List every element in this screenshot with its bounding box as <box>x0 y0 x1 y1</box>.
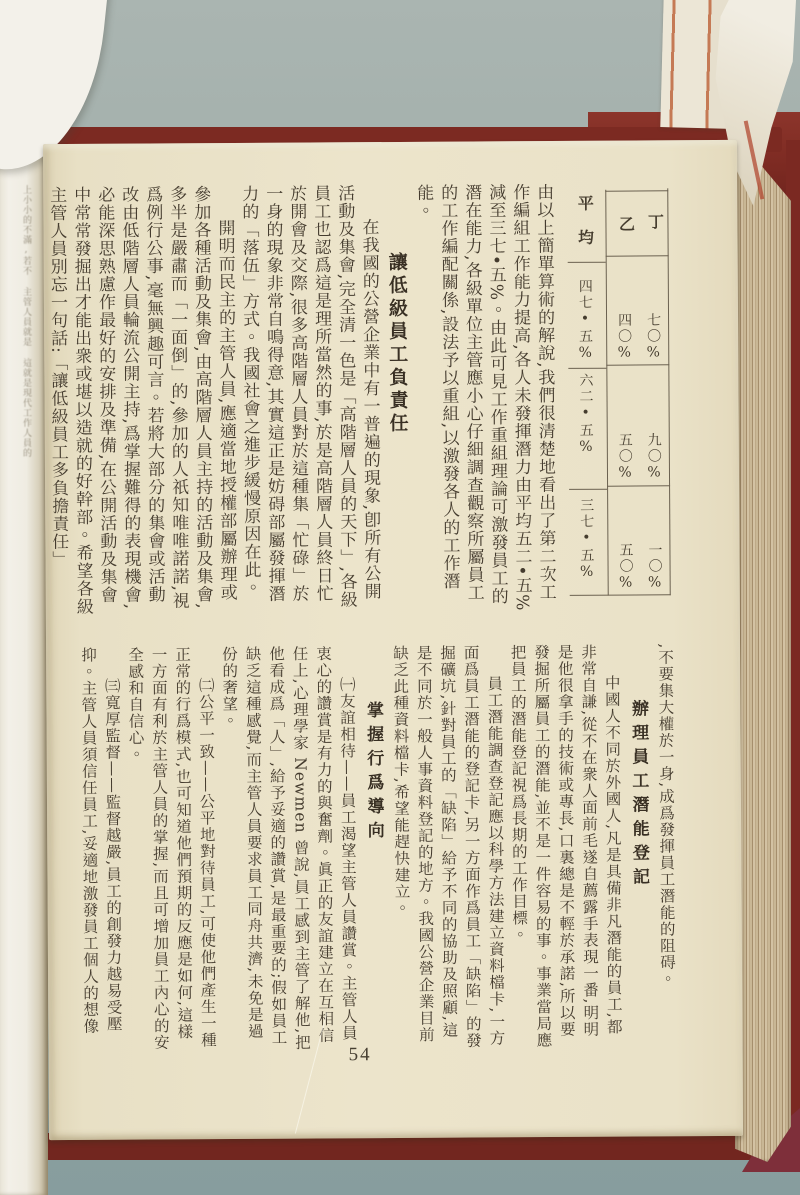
paragraph: 員工潛能調查登記應以科學方法建立資料檔卡,一方面爲員工潛能的登記卡,另一方面作爲員工「缺陷」的發掘礦坑,針對員工的「缺陷」給予不同的協助及照顧,這是不同於一般人事資料登記的地方。我國公營企業目前缺乏此種資料檔卡,希望能趕快建立。 <box>391 644 506 1050</box>
page-number: 54 <box>348 1044 372 1066</box>
table-cell-yi-2: 五〇% <box>616 432 634 483</box>
section-heading-let-junior-staff-take-responsibility: 讓低級員工負責任 <box>385 251 409 437</box>
paragraph: 在我國的公營企業中有一普遍的現象,卽所有公開活動及集會,完全清一色是「高階層人員的天下」,各級員工也認爲這是理所當然的事,於是高階層人員終日忙於開會及交際,很多高階層人員對於這種集「忙碌」於一身的現象非常自鳴得意,其實這正是妨碍部屬發揮潛力的「落伍」方式。我國社會之進步緩慢原因在此。 <box>238 184 381 609</box>
table-rule-row1-right <box>606 364 669 365</box>
table-cell-yi-1: 四〇% <box>616 312 633 363</box>
table-rule-vertical-2 <box>667 188 670 595</box>
section-heading-employee-potential-registration: 辦理員工潛能登記 <box>627 699 650 892</box>
table-rule-row2-right <box>607 485 670 486</box>
page-stack-fore-edge <box>735 146 791 1162</box>
table-cell-yi-3: 五〇% <box>617 542 634 593</box>
paragraph: 中國人不同於外國人,凡是具備非凡潛能的員工,都非常自謙,從不在衆人面前毛遂自薦露手表現一番,明明是他很拿手的技術或專長,口裏總是不輕於承諾,所以要發掘所屬員工的潛能,並不是一件容易的事。事業當局應把員工的潛能登記視爲長期的工作目標。 <box>508 643 623 1049</box>
paragraph: ,不要集大權於一身,成爲發揮員工潛能的阻碍。 <box>656 643 677 988</box>
table-rule-vertical-1 <box>605 190 608 596</box>
table-cell-average-1: 四七•五% <box>576 278 594 363</box>
table-cell-average-3: 三七•五% <box>578 497 595 582</box>
table-cell-average-2: 六二•五% <box>577 372 594 457</box>
potential-stats-table <box>567 186 672 597</box>
upper-text-block <box>44 183 558 619</box>
table-header-ding: 丁 <box>645 213 665 230</box>
table-rule-header-right <box>606 255 669 256</box>
adjacent-page-edge <box>0 0 48 1195</box>
table-cell-ding-3: 一〇% <box>646 542 663 593</box>
table-rule-row1-left <box>568 368 606 369</box>
table-rule-bottom <box>570 594 671 596</box>
table-cell-ding-2: 九〇% <box>645 432 663 483</box>
section-heading-grasp-behavior-orientation: 掌握行爲導向 <box>362 701 384 846</box>
paragraph: 開明而民主的主管人員,應適當地授權部屬辦理或參加各種活動及集會,由高階層人員主持的活動及集會,多半是嚴肅而「一面倒」的,參加的人祇知唯唯諾諾,視爲例行公事,毫無興趣可言。若將大部分的集會或活動改由低階層人員輪流公開主持,爲掌握難得的表現機會,必能深思熟慮作最好的安排及準備,在公開活動及集會中常常發掘出才能出衆或堪以造就的好幹部。希望各級主管人員別忘一句話:「讓低級員工多負擔責任」 <box>46 185 237 616</box>
paragraph: ㈡公平一致——公平地對待員工,可使他們產生一種正常的行爲模式,也可知道他們預期的反應是如何,這樣一方面有利於主管人員的掌握,而且可增加員工內心的安全感和自信心。 <box>126 646 217 1051</box>
paragraph: 由以上簡單算術的解說,我們很清楚地看出了第二次工作編組工作能力提高,各人未發揮潛力由平均五二•五%減至三七•五%。由此可見工作重組理論可激發員工的潛在能力,各級單位主管應小心仔細調查觀察所屬員工的工作編配關係,設法予以重組,以激發各人的工作潛能。 <box>413 183 556 612</box>
table-rule-top <box>605 190 668 191</box>
table-header-average: 平均 <box>575 194 595 263</box>
book-page <box>43 140 743 1140</box>
table-header-yi: 乙 <box>616 215 636 232</box>
adjacent-page-ghost-text: 上小小的不滿,若不 主管人員就是 這就是現代工作人員的 <box>21 185 31 458</box>
paragraph: ㈢寬厚監督——監督越嚴,員工的創發力越易受壓抑。主管人員須信任員工,妥適地激發員工個人的想像 <box>79 646 123 1035</box>
table-rule-row2-left <box>569 489 607 490</box>
paragraph: ㈠友誼相待——員工渴望主管人員讚賞。主管人員衷心的讚賞是有力的與奮劑。眞正的友誼建立在互相信任上,心理學家 Newmen 曾說,員工感到主管了解他,把他看成爲「人」,給予妥適的讚賞,是最重要的;假如員工缺乏這種感覺,而主管人員要求員工同舟共濟,未免是過份的奢望。 <box>220 645 358 1052</box>
lower-text-block <box>76 643 679 1053</box>
table-cell-ding-1: 七〇% <box>645 312 662 363</box>
